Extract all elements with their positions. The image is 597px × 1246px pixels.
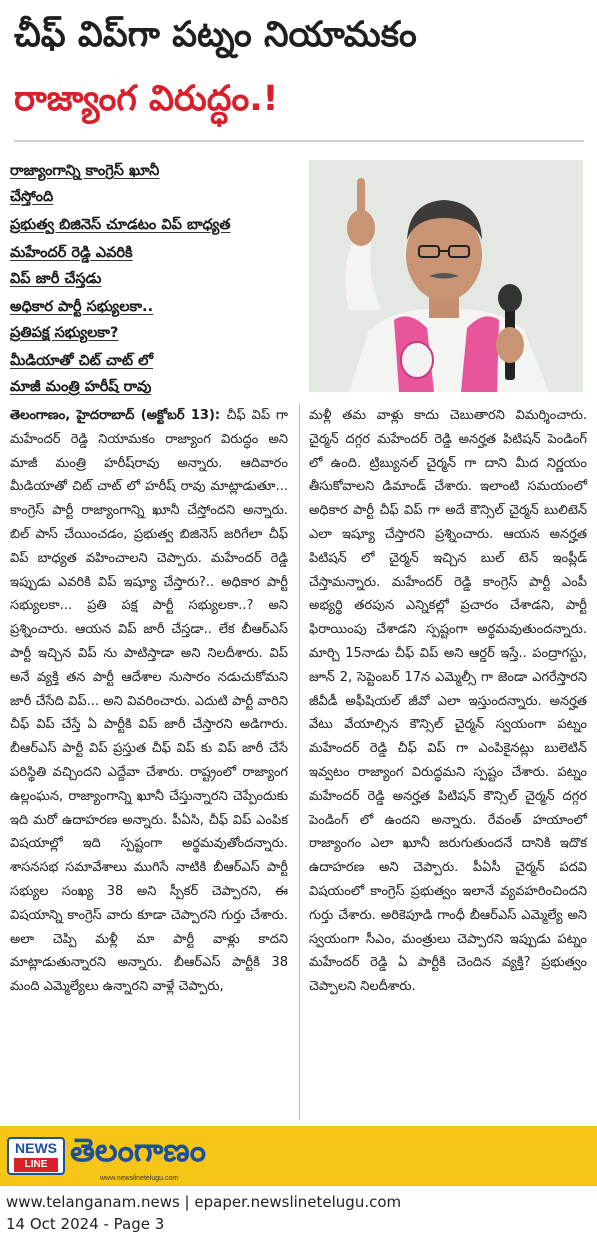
bullet-line: అధికార పార్టీ సభ్యులకా..	[10, 299, 154, 315]
newsline-logo-bottom: LINE	[14, 1158, 58, 1172]
headline-line-1: చీఫ్ విప్‌గా పట్నం నియామకం	[14, 15, 417, 55]
bullet-highlights	[10, 158, 300, 402]
bullet-line: మాజీ మంత్రి హరీష్ రావు	[10, 379, 152, 395]
bullet-item	[10, 158, 300, 210]
article-column-left	[10, 404, 288, 999]
bullet-line: మీడియాతో చిట్ చాట్ లో	[10, 353, 154, 369]
telanganam-masthead: తెలంగాణం	[70, 1131, 206, 1169]
bullet-item	[10, 240, 300, 292]
bullet-line: రాజ్యాంగాన్ని కాంగ్రెస్ ఖూనీ	[10, 163, 160, 179]
column-divider	[299, 404, 300, 1120]
bullet-item	[10, 294, 300, 346]
bullet-item	[10, 212, 300, 238]
bullet-line: ప్రభుత్వ బిజినెస్ చూడటం విప్ బాధ్యత	[10, 217, 231, 233]
headline-line-2: రాజ్యాంగ విరుద్ధం.!	[14, 79, 279, 119]
bullet-line: చేస్తోంది	[10, 189, 54, 205]
article-column-right	[309, 404, 587, 999]
masthead-url: www.newslinetelugu.com	[100, 1175, 179, 1182]
bullet-line: విప్ జారీ చేస్తడు	[10, 271, 102, 287]
bullet-line: ప్రతిపక్ష సభ్యులకా?	[10, 325, 119, 341]
bullet-line: మహేందర్ రెడ్డి ఎవరికి	[10, 245, 133, 261]
speaker-photo	[309, 160, 583, 392]
article-body-left: చీఫ్ విప్ గా మహేందర్ రెడ్డి నియామకం రాజ్యాంగ విరుద్ధం అని మాజీ మంత్రి హరీష్‌రావు అన్నారు. ఆదివారం మీడియాతో చిట్ చాట్ లో హరీష్ రావు మాట్లాడుతూ... కాంగ్రెస్ పార్టీ రాజ్యాంగాన్ని ఖూనీ చేస్తోందని అన్నారు. బిల్ పాస్ చేయించడం, ప్రభుత్వ బిజినెస్ జరిగేలా చీఫ్ విప్ బాధ్యత వహించాలని చెప్పారు. మహేందర్ రెడ్డి ఇప్పుడు ఎవరికి విప్ ఇష్యూ చేస్తారు?.. అధికార పార్టీ సభ్యులకా... ప్రతి పక్ష పార్టీ సభ్యులకా..? అని ప్రశ్నించారు. ఆయన విప్ జారీ చేస్తడా.. లేక బీఆర్ఎస్ పార్టీ ఇచ్చిన విప్ ను పాటిస్తాడా అని నిలదీశారు. విప్ అనే వ్యక్తి తన పార్టీ ఆదేశాల నుసారం నడుచుకోమని జారీ చేసేది విప్... అని వివరించారు. ఎదుటి పార్టీ వారిని చీఫ్ విప్ చేస్తే ఏ పార్టీకి విప్ జారీ చేస్తారని అడిగారు. బీఆర్ఎస్ పార్టీ విప్ ప్రస్తుత చీఫ్ విప్ కు విప్ జారీ చేసే పరిస్థితి వచ్చిందని ఎద్దేవా చేశారు. రాష్ట్రంలో రాజ్యాంగ ఉల్లంఘన, రాజ్యాంగాన్ని ఖూనీ చేస్తున్నారని చెప్పేందుకు ఇది మరో ఉదాహరణ అన్నారు. పీఏసి, చీఫ్ విప్ ఎంపిక విషయాల్లో ఇది స్పష్టంగా అర్థమవుతోందన్నారు. శాసనసభ సమావేశాలు ముగిసే నాటికి బీఆర్ఎస్ పార్టీ సభ్యుల సంఖ్య 38 అని స్పీకర్ చెప్పారని, ఈ విషయాన్ని కాంగ్రెస్ వారు కూడా చెప్పారని గుర్తు చేశారు. అలా చెప్పి మళ్లీ మా పార్టీ వాళ్లు కాదని మాట్లాడుతున్నారని అన్నారు. బీఆర్ఎస్ పార్టీకి 38 మంది ఎమ్మెల్యేలు ఉన్నారని వాళ్లే చెప్పారు,	[10, 408, 288, 995]
footer-date-page: 14 Oct 2024 - Page 3	[6, 1215, 165, 1233]
newsline-logo-top: NEWS	[15, 1140, 57, 1156]
speaker-illustration	[309, 160, 583, 392]
headline-divider	[14, 140, 584, 142]
newsline-logo	[7, 1137, 65, 1175]
footer-urls: www.telanganam.news | epaper.newslinetelugu.com	[6, 1193, 402, 1211]
article-body-right: మళ్లీ తమ వాళ్లు కాదు చెబుతారని విమర్శించారు. చైర్మన్ దగ్గర మహేందర్ రెడ్డి అనర్హత పిటిషన్ పెండింగ్ లో ఉంది. ట్రిబ్యునల్ చైర్మన్ గా దాని మీద నిర్ణయం తీసుకోవాలని డిమాండ్ చేశారు. ఇలాంటి సమయంలో అధికార పార్టీ చీఫ్ విప్ గా అదే కౌన్సిల్ చైర్మన్ బులిటెన్ ఎలా ఇష్యూ చేస్తారని ప్రశ్నించారు. ఆయన అనర్హత పిటిషన్ లో చైర్మన్ ఇచ్చిన బుల్ టెన్ ఇంప్లీడ్ చేస్తామన్నారు. మహేందర్ రెడ్డి కాంగ్రెస్ పార్టీ ఎంపీ అభ్యర్థి తరపున ఎన్నికల్లో ప్రచారం చేశాడని, పార్టీ ఫిరాయింపు చేశాడని స్పష్టంగా అర్థమవుతుందన్నారు. మార్చి 15నాడు చీఫ్ విప్ అని ఆర్డర్ ఇస్తే.. పంద్రాగస్టు, జూన్ 2, సెప్టెంబర్ 17న ఎమ్మెల్సీ గా జెండా ఎగరేస్తారని జీవీడీ అఫీషియల్ జీవో ఎలా ఇస్తుందన్నారు. అనర్హత వేటు వేయాల్సిన కౌన్సిల్ చైర్మన్ స్వయంగా పట్నం మహేందర్ రెడ్డి చీఫ్ విప్ గా ఎంపికైనట్లు బులెటిన్ ఇవ్వటం రాజ్యాంగ విరుద్ధమని స్పష్టం చేశారు. పట్నం మహేందర్ రెడ్డి అనర్హత పిటిషన్ కౌన్సిల్ చైర్మన్ దగ్గర పెండింగ్ లో ఉందని అన్నారు. రేవంత్ హయాంలో రాజ్యాంగం ఎలా ఖూనీ జరుగుతుందనే దానికి ఇదొక ఉదాహరణ అని చెప్పారు. పీఏసీ చైర్మన్ పదవి విషయంలో కాంగ్రెస్ ప్రభుత్వం ఇలానే వ్యవహరించిందని గుర్తు చేశారు. అరికెపూడి గాంధీ బీఆర్ఎస్ ఎమ్మెల్యే అని స్వయంగా సీఎం, మంత్రులు చెప్పారని ఇప్పుడు పట్నం మహేందర్ రెడ్డి ఏ పార్టీకి చెందిన వ్యక్తి? ప్రభుత్వం చెప్పాలని నిలదీశారు.	[309, 408, 587, 995]
bullet-item	[10, 348, 300, 400]
article-dateline: తెలంగాణం, హైదరాబాద్ (అక్టోబర్ 13):	[10, 408, 227, 423]
